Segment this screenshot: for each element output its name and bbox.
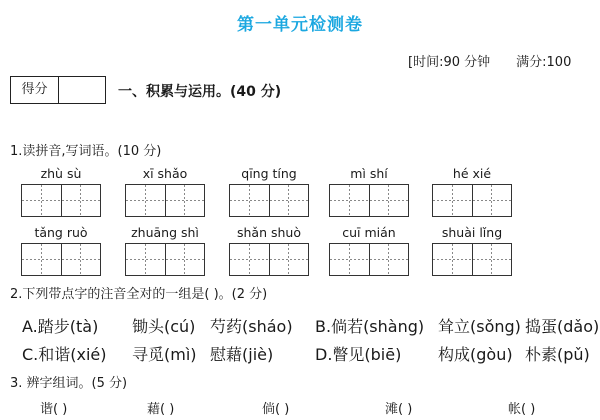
section-heading: 一、积累与运用。(40 分) <box>118 84 282 100</box>
pinyin-item <box>21 166 101 217</box>
tianzige-box[interactable] <box>21 184 101 217</box>
tianzige-box[interactable] <box>125 184 205 217</box>
word-blank[interactable]: 谐( ) <box>40 402 68 417</box>
pinyin-item <box>125 166 205 217</box>
word-blank[interactable]: 帐( ) <box>508 402 536 417</box>
pinyin-text: shǎn shuò <box>237 225 301 240</box>
pinyin-text: hé xié <box>452 166 492 181</box>
score-blank[interactable] <box>59 77 105 103</box>
option-item: 耸立(sǒng) <box>438 317 521 336</box>
pinyin-text: tǎng ruò <box>34 225 88 240</box>
option-item: B.倘若(shàng) <box>315 317 425 336</box>
page-title: 第一单元检测卷 <box>237 15 363 35</box>
word-blank[interactable]: 藉( ) <box>147 402 175 417</box>
question-2: 2.下列带点字的注音全对的一组是( )。(2 分) <box>10 287 268 302</box>
option-item: 慰藉(jiè) <box>210 345 274 364</box>
option-item: 捣蛋(dǎo) <box>525 317 600 336</box>
question-1: 1.读拼音,写词语。(10 分) <box>10 144 162 159</box>
pinyin-item <box>229 166 309 217</box>
tianzige-box[interactable] <box>21 243 101 276</box>
pinyin-item <box>329 166 409 217</box>
pinyin-item <box>21 225 101 276</box>
tianzige-box[interactable] <box>432 184 512 217</box>
pinyin-text: shuài lǐng <box>441 225 503 240</box>
tianzige-box[interactable] <box>229 184 309 217</box>
score-label: 得分 <box>11 77 59 103</box>
question-3: 3. 辨字组词。(5 分) <box>10 376 128 391</box>
option-item: C.和谐(xié) <box>22 345 107 364</box>
pinyin-item <box>432 166 512 217</box>
option-item: A.踏步(tà) <box>22 317 99 336</box>
pinyin-text: mì shí <box>350 166 388 181</box>
option-item: 朴素(pǔ) <box>525 345 590 364</box>
tianzige-box[interactable] <box>229 243 309 276</box>
pinyin-item <box>229 225 309 276</box>
pinyin-item <box>432 225 512 276</box>
exam-total: 满分:100 <box>516 55 572 70</box>
score-box <box>10 76 106 104</box>
pinyin-text: zhù sù <box>40 166 82 181</box>
option-item: 寻觅(mì) <box>132 345 197 364</box>
pinyin-text: cuī mián <box>342 225 396 240</box>
pinyin-item <box>125 225 205 276</box>
tianzige-box[interactable] <box>432 243 512 276</box>
word-blank[interactable]: 倘( ) <box>262 402 290 417</box>
pinyin-text: zhuāng shì <box>131 225 199 240</box>
word-blank[interactable]: 滩( ) <box>385 402 413 417</box>
exam-meta <box>408 51 571 70</box>
option-item: D.瞥见(biē) <box>315 345 402 364</box>
tianzige-box[interactable] <box>329 184 409 217</box>
option-item: 构成(gòu) <box>438 345 513 364</box>
exam-time: [时间:90 分钟 <box>408 55 491 70</box>
option-item: 锄头(cú) <box>132 317 196 336</box>
pinyin-item <box>329 225 409 276</box>
tianzige-box[interactable] <box>125 243 205 276</box>
pinyin-text: xī shǎo <box>142 166 188 181</box>
pinyin-text: qīng tíng <box>241 166 297 181</box>
option-item: 芍药(sháo) <box>210 317 293 336</box>
tianzige-box[interactable] <box>329 243 409 276</box>
